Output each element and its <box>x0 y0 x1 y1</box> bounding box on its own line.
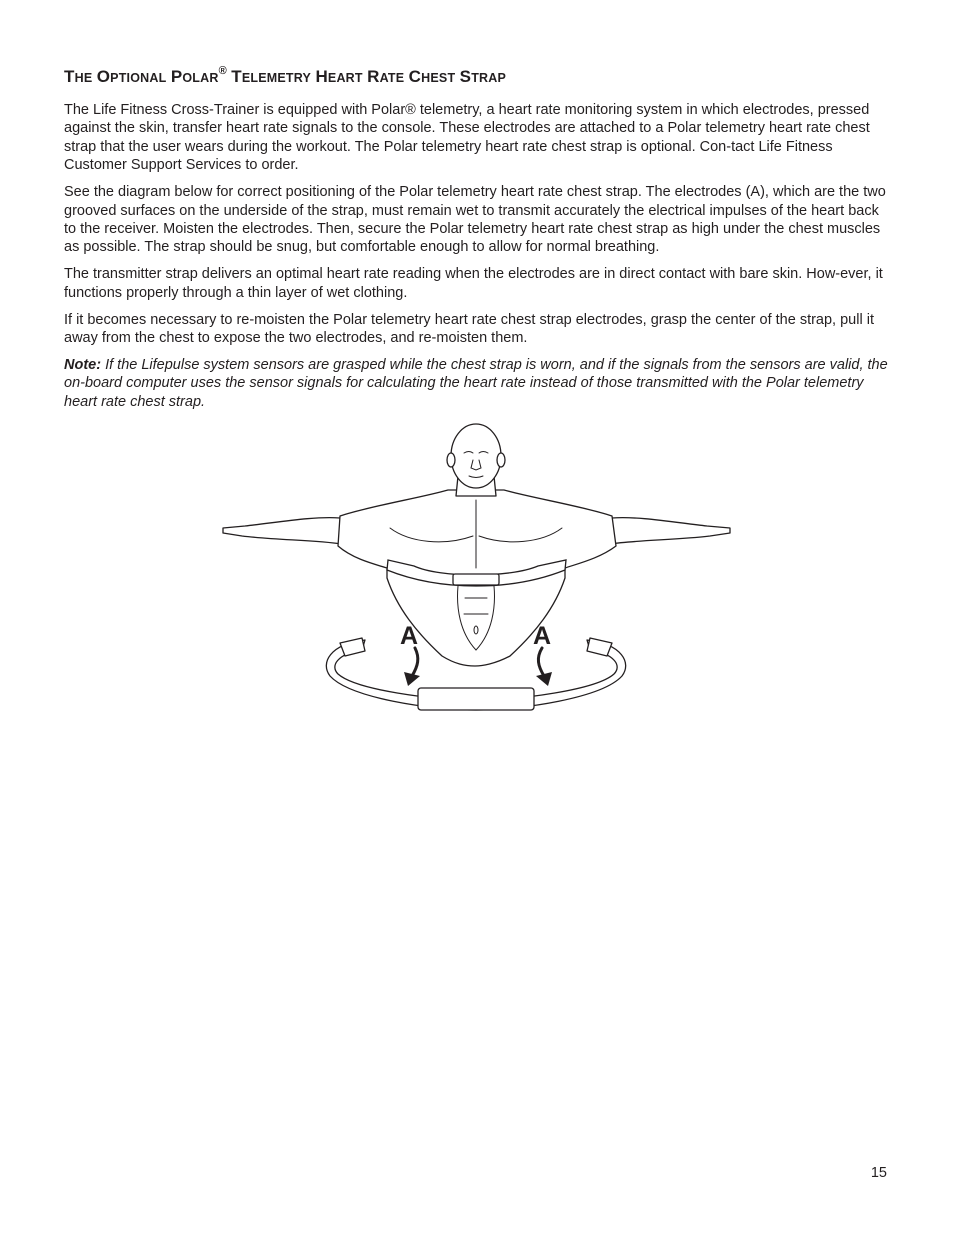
heading-smallcaps: ELEMETRY <box>241 71 312 85</box>
heading-letter: H <box>315 67 328 86</box>
left-ear <box>447 453 455 467</box>
heading-letter: T <box>231 67 242 86</box>
heading-smallcaps: HE <box>74 71 93 85</box>
page-number: 15 <box>870 1165 887 1181</box>
heading-letter: C <box>408 67 422 86</box>
chest-strap-illustration <box>220 418 735 718</box>
left-arm <box>223 518 342 544</box>
paragraph-remoisten: If it becomes necessary to re-moisten the Polar telemetry heart rate chest strap electrodes, grasp the center of the strap, pull it away from the chest to expose the two electrodes, and re-moisten them. <box>64 311 874 346</box>
section-heading <box>64 60 890 91</box>
heading-smallcaps: EART <box>327 71 363 85</box>
heading-smallcaps: HEST <box>421 71 456 85</box>
note-text: If the Lifepulse system sensors are grasped while the chest strap is worn, and if the signals from the sensors are valid, the on-board computer uses the sensor signals for calculating the heart rate instead of those transmitted with the Polar telemetry heart rate chest strap. <box>64 356 888 410</box>
heading-smallcaps: PTIONAL <box>110 71 167 85</box>
head <box>451 424 501 488</box>
note-paragraph <box>64 356 890 411</box>
heading-letter: S <box>459 67 472 86</box>
paragraph-transmitter: The transmitter strap delivers an optimal heart rate reading when the electrodes are in direct contact with bare skin. How-ever, it functions properly through a thin layer of wet clothing. <box>64 266 883 301</box>
heading-smallcaps: TRAP <box>471 71 507 85</box>
heading-letter: R <box>367 67 380 86</box>
document-page <box>64 60 890 420</box>
heading-smallcaps: ATE <box>379 71 405 85</box>
heading-letter: T <box>64 67 75 86</box>
paragraph-telemetry-intro: The Life Fitness Cross-Trainer is equipped with Polar® telemetry, a heart rate monitoring system in which electrodes, pressed against the skin, transfer heart rate signals to the console. These electrodes are attached to a Polar telemetry heart rate chest strap that the user wears during the workout. The Polar telemetry heart rate chest strap is optional. Con-tact Life Fitness Customer Support Services to order. <box>64 102 870 174</box>
chest-strap-diagram <box>220 418 735 718</box>
heading-smallcaps: OLAR <box>182 71 219 85</box>
right-ear <box>497 453 505 467</box>
note-label: Note: <box>64 356 102 373</box>
paragraph-positioning: See the diagram below for correct positioning of the Polar telemetry heart rate chest strap. The electrodes (A), which are the two grooved surfaces on the underside of the strap, must remain wet to transmit accurately the electrical impulses of the heart back to the receiver. Moisten the electrodes. Then, secure the Polar telemetry heart rate chest strap as high under the chest muscles as possible. The strap should be snug, but comfortable enough to allow for normal breathing. <box>64 184 886 256</box>
electrode-label-right: A <box>533 622 552 650</box>
registered-mark: ® <box>218 65 227 77</box>
heading-letter: P <box>170 67 183 86</box>
electrode-label-left: A <box>400 622 419 650</box>
right-arm <box>610 518 730 544</box>
heading-letter: O <box>96 67 111 86</box>
